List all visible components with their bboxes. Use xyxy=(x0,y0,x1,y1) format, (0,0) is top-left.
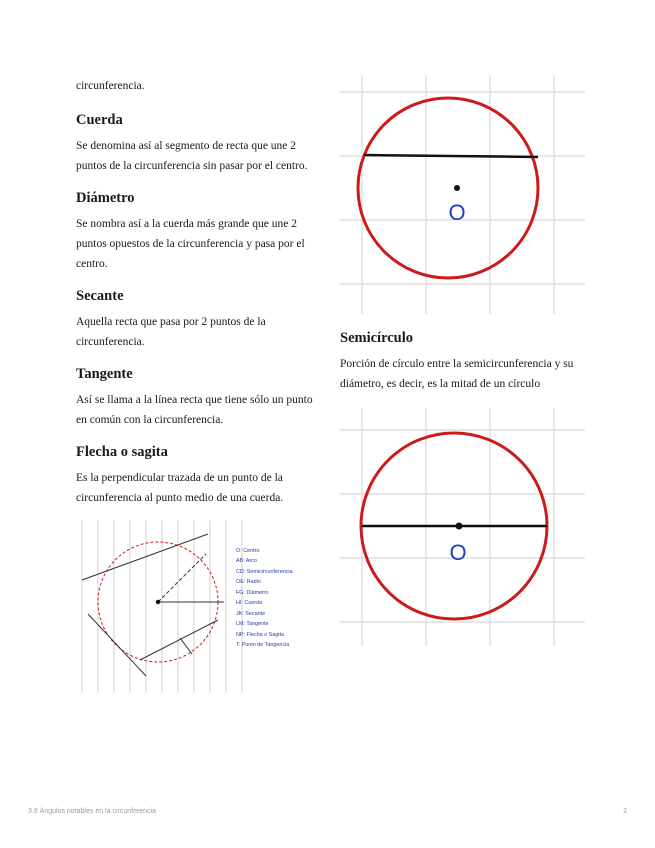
center-point xyxy=(456,523,463,530)
legend-item: JK: Secante xyxy=(236,611,266,617)
section-diametro xyxy=(76,188,316,274)
section-title: Tangente xyxy=(76,366,133,382)
legend-item: HI: Cuerda xyxy=(236,600,263,606)
secant-line xyxy=(82,534,208,580)
chord-line xyxy=(364,155,538,157)
legend-item: NP: Flecha o Sagita xyxy=(236,632,284,638)
footer-title: 3.8 Ángulos notables en la circunferencia xyxy=(28,808,157,815)
section-title: Cuerda xyxy=(76,112,123,128)
legend-item: CD: Semicircunferencia xyxy=(236,569,293,575)
section-semicirculo xyxy=(340,328,585,394)
section-body: Porción de círculo entre la semicircunferencia y su diámetro, es decir, es la mitad de un círculo xyxy=(340,358,574,390)
figure-circle xyxy=(358,98,538,278)
diagram-grid xyxy=(82,520,242,692)
left-column xyxy=(76,76,316,692)
section-title: Flecha o sagita xyxy=(76,444,168,460)
section-body: Se nombra así a la cuerda más grande que une 2 puntos opuestos de la circunferencia y pasa por el centro. xyxy=(76,218,305,270)
tangent-line xyxy=(88,614,146,676)
circle-elements-diagram xyxy=(76,520,316,692)
legend-item: FG: Diámetro xyxy=(236,590,269,596)
diameter-figure xyxy=(340,408,585,646)
right-column xyxy=(340,76,585,646)
section-flecha xyxy=(76,442,316,508)
section-body: Aquella recta que pasa por 2 puntos de la circunferencia. xyxy=(76,316,266,348)
diagram-legend xyxy=(236,548,293,648)
chord-line xyxy=(140,620,218,660)
chord-figure xyxy=(340,76,585,314)
center-label: O xyxy=(448,200,466,225)
section-title: Diámetro xyxy=(76,190,135,206)
section-title: Semicírculo xyxy=(340,330,414,346)
center-point xyxy=(454,185,460,191)
page-number: 2 xyxy=(623,808,627,815)
section-title: Secante xyxy=(76,288,124,304)
section-secante xyxy=(76,286,316,352)
sagitta-line xyxy=(180,638,192,654)
section-body: Así se llama a la línea recta que tiene sólo un punto en común con la circunferencia. xyxy=(76,394,313,426)
section-cuerda xyxy=(76,110,316,176)
center-label: O xyxy=(449,540,467,565)
section-tangente xyxy=(76,364,316,430)
legend-item: O: Centro xyxy=(236,548,260,554)
section-body: Se denomina así al segmento de recta que une 2 puntos de la circunferencia sin pasar por el centro. xyxy=(76,140,308,172)
intro-continuation: circunferencia. xyxy=(76,80,145,92)
center-point xyxy=(156,600,160,604)
radius-line xyxy=(158,554,206,602)
legend-item: T: Punto de Tangencia xyxy=(236,642,290,648)
legend-item: LM: Tangente xyxy=(236,621,269,627)
section-body: Es la perpendicular trazada de un punto de la circunferencia al punto medio de una cuerda. xyxy=(76,472,284,504)
legend-item: AB: Arco xyxy=(236,558,257,564)
legend-item: OE: Radio xyxy=(236,579,261,585)
